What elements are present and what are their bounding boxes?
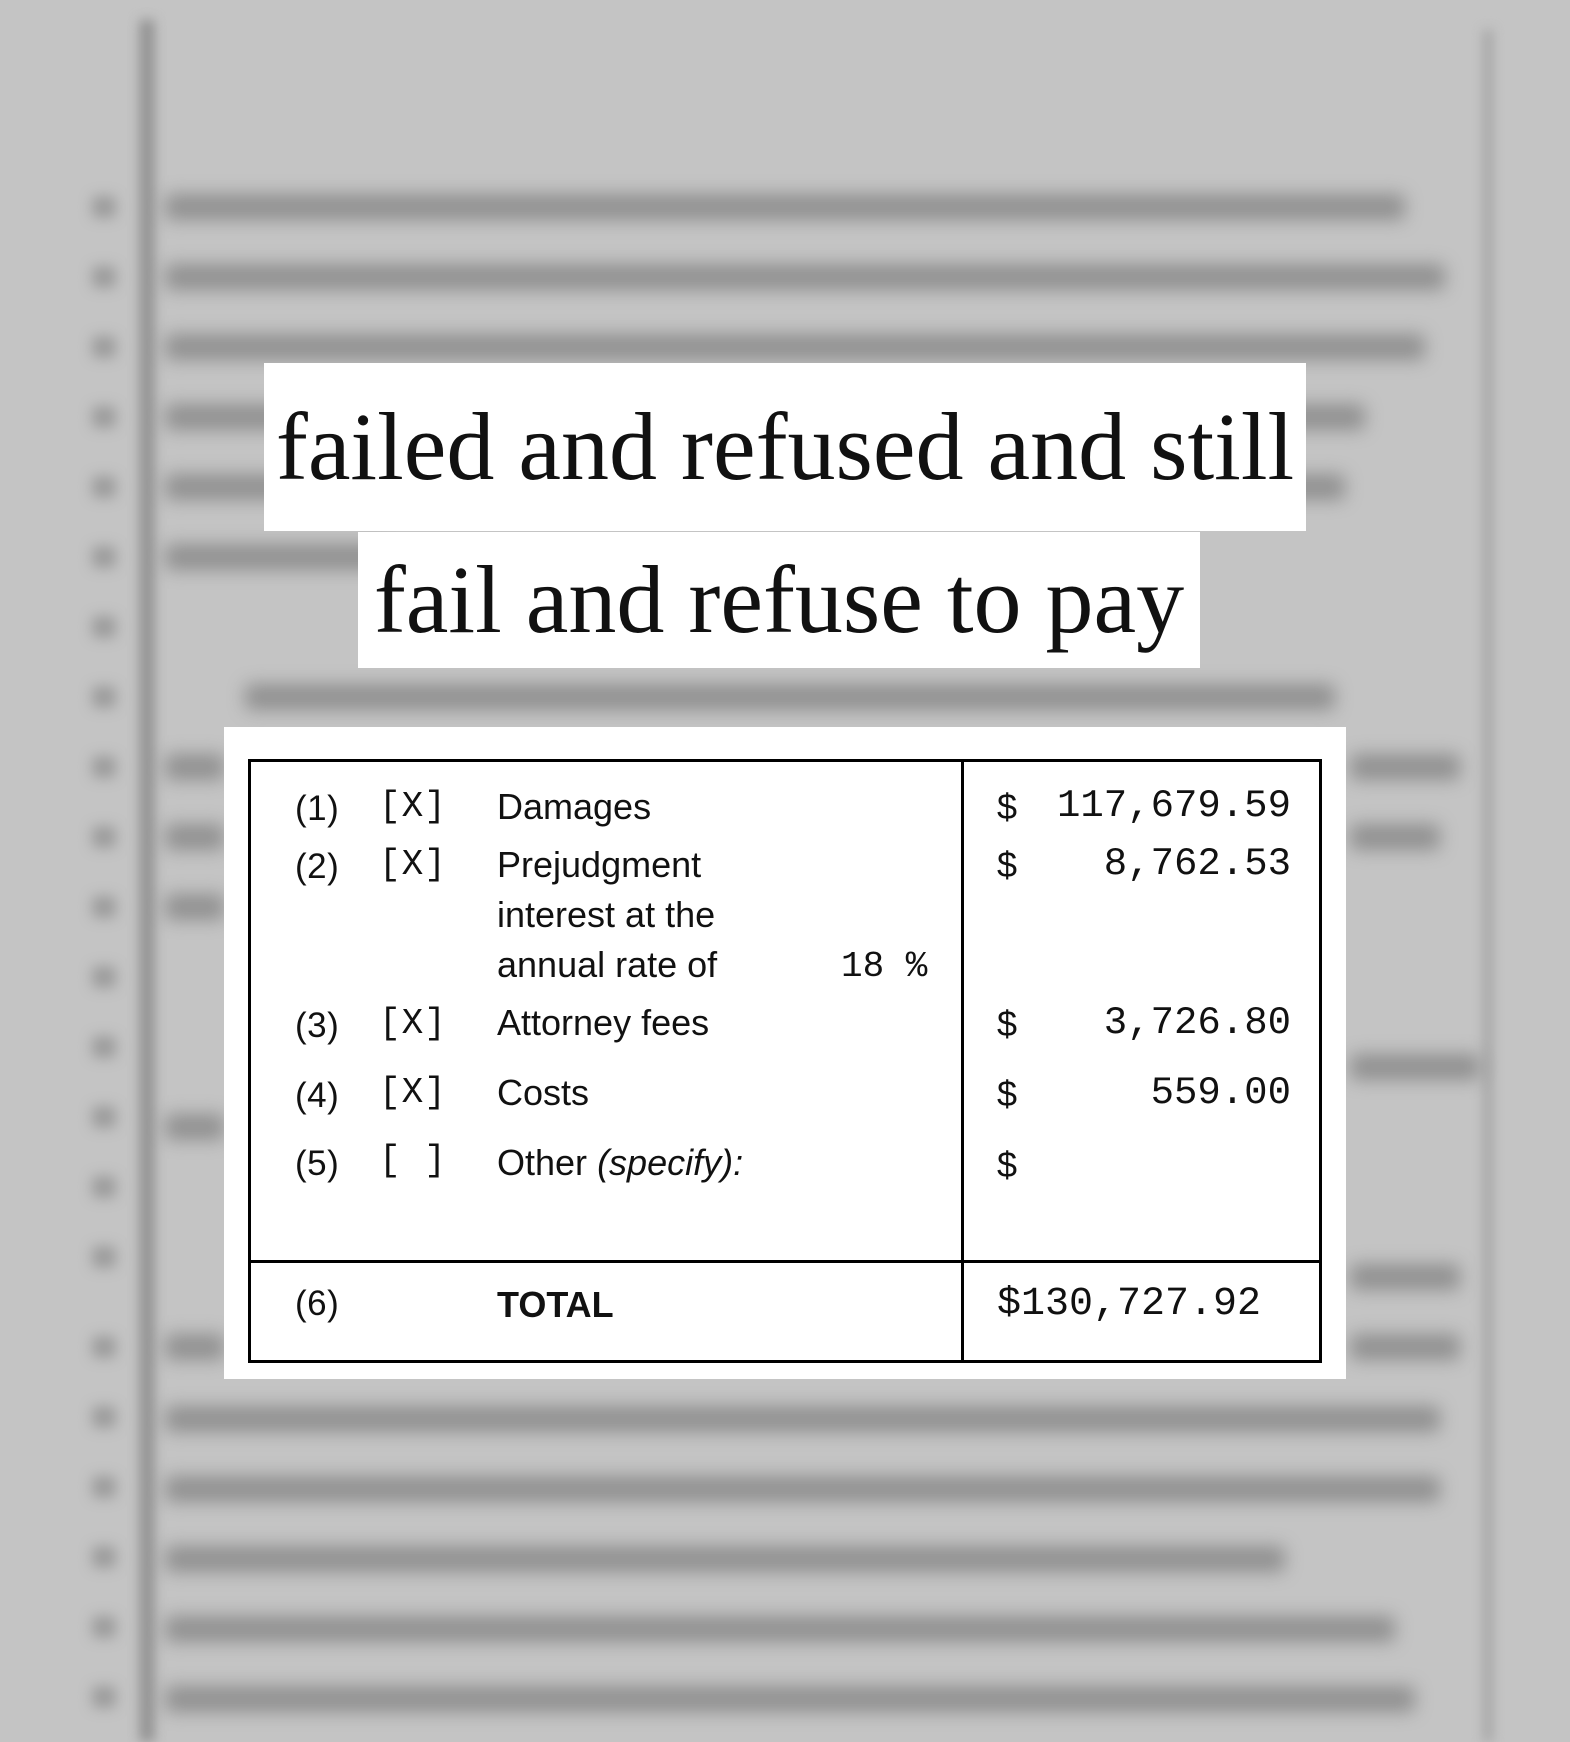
label-other-text: Other: [497, 1142, 588, 1183]
row-divider: [251, 1260, 1319, 1263]
blurred-text-line: [1350, 1334, 1460, 1360]
line-number: [92, 266, 116, 288]
checkbox-attorney-fees[interactable]: [X]: [379, 1003, 447, 1044]
label-damages: Damages: [497, 786, 652, 827]
caption-line-2: fail and refuse to pay: [358, 532, 1200, 668]
line-number: [92, 1616, 116, 1638]
label-interest-at-the: interest at the: [497, 894, 716, 935]
total-label: TOTAL: [497, 1284, 614, 1325]
line-number: [92, 476, 116, 498]
label-annual-rate-of: annual rate of: [497, 944, 718, 985]
column-divider: [961, 762, 964, 1360]
row-number: (1): [295, 789, 340, 828]
currency-symbol: $: [997, 1144, 1018, 1185]
label-attorney-fees: Attorney fees: [497, 1002, 710, 1043]
total-amount-value: 130,727.92: [1021, 1282, 1262, 1327]
blurred-text-line: [165, 544, 385, 570]
checkbox-costs[interactable]: [X]: [379, 1072, 447, 1113]
line-number: [92, 406, 116, 428]
currency-symbol: $: [997, 1073, 1018, 1114]
blurred-text-line: [245, 684, 1335, 710]
label-other: [497, 1138, 743, 1188]
row-number: (2): [295, 847, 340, 886]
line-number: [92, 196, 116, 218]
blurred-text-line: [165, 754, 225, 780]
blurred-text-line: [165, 194, 1405, 220]
label-other-specify: (specify):: [597, 1142, 744, 1183]
line-number: [92, 1036, 116, 1058]
row-number: (3): [295, 1006, 340, 1045]
line-number: [92, 1336, 116, 1358]
line-number: [92, 1246, 116, 1268]
line-number: [92, 686, 116, 708]
amount-damages: 117,679.59: [1056, 784, 1291, 828]
label-prejudgment: Prejudgment: [497, 844, 702, 885]
line-number: [92, 1406, 116, 1428]
amount-prejudgment-interest: 8,762.53: [1103, 842, 1291, 886]
currency-symbol: $: [997, 786, 1018, 827]
blurred-text-line: [165, 334, 1425, 360]
line-number: [92, 336, 116, 358]
currency-symbol: $: [997, 1003, 1018, 1044]
blurred-text-line: [165, 1476, 1440, 1502]
blurred-text-line: [165, 1406, 1440, 1432]
row-number: (6): [295, 1284, 340, 1323]
blurred-text-line: [1350, 754, 1460, 780]
blurred-text-line: [165, 1546, 1285, 1572]
currency-symbol: $: [997, 844, 1018, 885]
blurred-text-line: [1350, 1054, 1480, 1080]
row-number: (4): [295, 1076, 340, 1115]
caption-line-1: failed and refused and still: [264, 363, 1306, 531]
line-number: [92, 966, 116, 988]
label-costs: Costs: [497, 1072, 590, 1113]
currency-symbol: $: [997, 1282, 1022, 1327]
left-margin-rule: [140, 20, 154, 1742]
blurred-text-line: [165, 264, 1445, 290]
line-number: [92, 826, 116, 848]
blurred-text-line: [165, 1334, 225, 1360]
blurred-text-line: [1350, 1264, 1460, 1290]
line-number: [92, 546, 116, 568]
blurred-text-line: [165, 894, 225, 920]
amount-attorney-fees: 3,726.80: [1103, 1001, 1291, 1045]
line-number: [92, 896, 116, 918]
line-number: [92, 616, 116, 638]
blurred-text-line: [165, 1114, 225, 1140]
checkbox-other[interactable]: [ ]: [379, 1140, 447, 1181]
line-number: [92, 1686, 116, 1708]
right-margin-rule: [1484, 30, 1492, 1742]
checkbox-prejudgment-interest[interactable]: [X]: [379, 844, 447, 885]
blurred-text-line: [165, 1616, 1395, 1642]
line-number: [92, 1476, 116, 1498]
row-number: (5): [295, 1144, 340, 1183]
line-number: [92, 1176, 116, 1198]
line-number: [92, 1546, 116, 1568]
blurred-text-line: [165, 1686, 1415, 1712]
total-amount: [997, 1282, 1261, 1327]
document-excerpt: [224, 727, 1346, 1379]
amounts-table: [248, 759, 1322, 1363]
line-number: [92, 1106, 116, 1128]
checkbox-damages[interactable]: [X]: [379, 786, 447, 827]
line-number: [92, 756, 116, 778]
blurred-text-line: [1350, 824, 1440, 850]
blurred-text-line: [165, 824, 225, 850]
amount-costs: 559.00: [1150, 1071, 1291, 1115]
interest-rate: 18 %: [841, 946, 928, 987]
